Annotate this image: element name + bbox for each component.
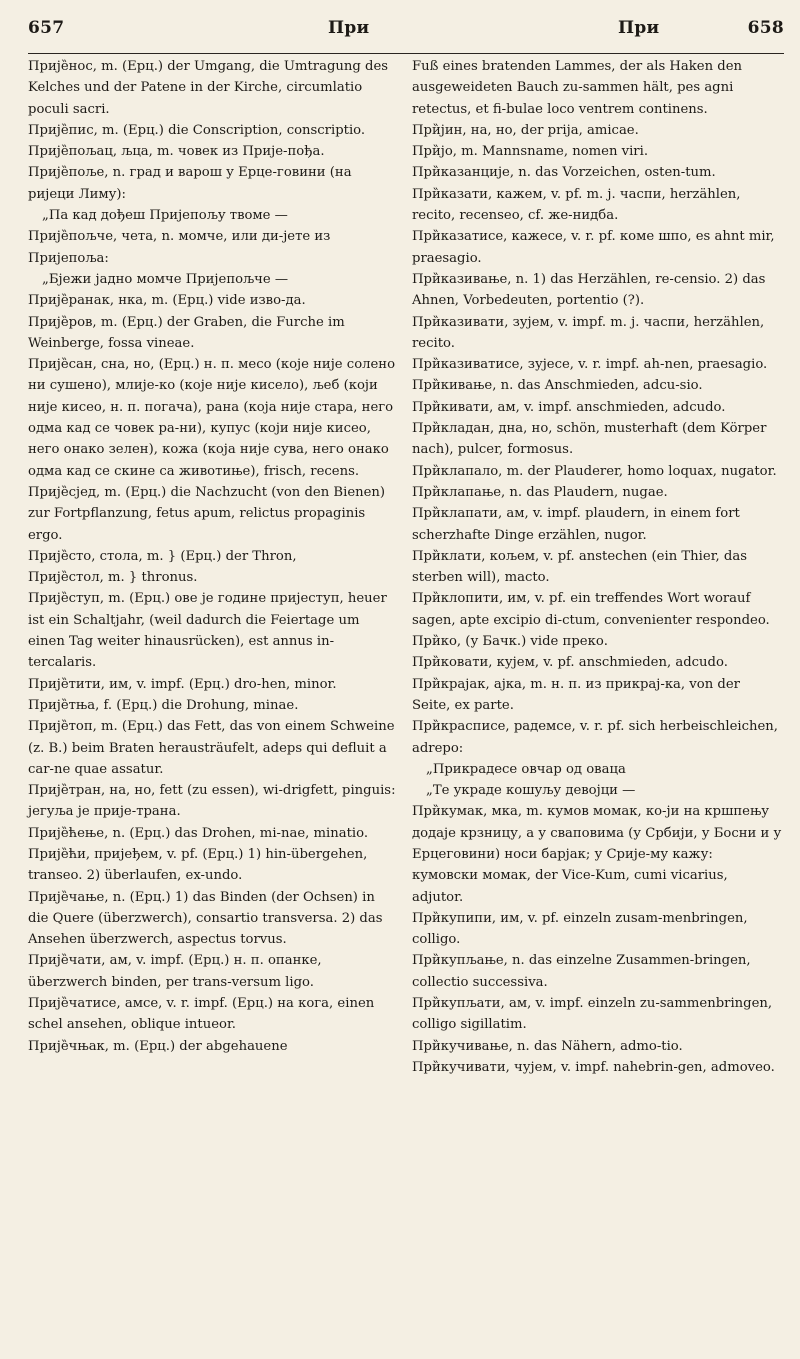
dictionary-entry: Прије̏сан, сна, но, (Ерц.) н. п. месо (које није солено ни сушено), млије-ко (које није кисело), љеб (који није кисео, н. п. погача), рана (која није стара, него одма кад се човек ра-ни), купус (који није кисео, него онако зелен), кожа (која није сува, него онако одма кад се скине са животиње), frisch, recens. bbox=[28, 357, 396, 479]
dictionary-entry: Прије̏чњак, m. (Ерц.) der abgehauene bbox=[28, 1038, 288, 1054]
dictionary-entry: Прије̏пољац, љца, m. човек из Прије-пођа. bbox=[28, 144, 325, 160]
dictionary-entry: При̏кучивати, чујем, v. impf. nahebrin-gen, admoveo. bbox=[412, 1059, 775, 1075]
dictionary-entry: При̏купипи, им, v. pf. einzeln zusam-menbringen, colligo. bbox=[412, 910, 748, 948]
dictionary-entry: Прије̏сто, стола, m. } (Ерц.) der Thron, bbox=[28, 548, 297, 564]
left-page-number: 657 bbox=[28, 18, 65, 38]
dictionary-entry: Прије̏ранак, нка, m. (Ерц.) vide изво-да. bbox=[28, 293, 306, 309]
dictionary-entry: При̏кучивање, n. das Nähern, admo-tio. bbox=[412, 1038, 683, 1054]
dictionary-entry: При̏казатисе, кажесе, v. r. pf. коме шпо, es ahnt mir, praesagio. bbox=[412, 229, 775, 266]
dictionary-entry: При̏купљање, n. das einzelne Zusammen-bringen, collectio successiva. bbox=[412, 953, 751, 990]
dictionary-entry: Прије̏ступ, m. (Ерц.) ове је године пријеступ, heuer ist ein Schaltjahr, (weil dadurch die Feiertage um einen Tag weiter hinausrücken), est annus in-tercalaris. bbox=[28, 591, 387, 671]
quote-line: „Бјежи јадно момче Пријепољче — bbox=[42, 271, 289, 287]
header-rule bbox=[28, 53, 784, 54]
quote-line: „Те украде кошуљу девојци — bbox=[426, 783, 636, 799]
dictionary-entry: Прије̏ров, m. (Ерц.) der Graben, die Furche im Weinberge, fossa vineae. bbox=[28, 314, 345, 351]
dictionary-entry: При̏казанције, n. das Vorzeichen, osten-tum. bbox=[412, 165, 716, 181]
dictionary-entry: При̏казивати, зујем, v. impf. m. j. часпи, herzählen, recito. bbox=[412, 314, 765, 351]
dictionary-entry: При̏ковати, кујем, v. pf. anschmieden, adcudo. bbox=[412, 655, 728, 671]
dictionary-entry: Прије̏нос, m. (Ерц.) der Umgang, die Umtragung des Kelches und der Patene in der Kirche, circumlatio poculi sacri. bbox=[28, 59, 389, 117]
dictionary-entry: При̏казати, кажем, v. pf. m. j. часпи, herzählen, recito, recenseo, cf. же-нидба. bbox=[412, 186, 741, 224]
dictionary-entry: При̏казиватисе, зујесе, v. r. impf. ah-nen, praesagio. bbox=[412, 357, 768, 373]
dictionary-entry: При̏клапање, n. das Plaudern, nugae. bbox=[412, 484, 668, 500]
dictionary-entry: При̏ко, (у Бачк.) vide преко. bbox=[412, 634, 608, 650]
dictionary-entry: Fuß eines bratenden Lammes, der als Haken den ausgeweideten Bauch zu-sammen hält, pes agni retectus, et fi-bulae loco ventrem continens. bbox=[412, 59, 743, 117]
dictionary-entry: Прије̏стол, m. } thronus. bbox=[28, 570, 198, 586]
right-running-head: При bbox=[618, 18, 660, 38]
columns bbox=[28, 56, 784, 1078]
dictionary-entry: Прије̏пољче, чета, n. момче, или ди-јете из Пријепоља: bbox=[28, 229, 331, 266]
dictionary-entry: При̏кладан, дна, но, schön, musterhaft (dem Körper nach), pulcer, formosus. bbox=[412, 421, 767, 458]
dictionary-entry: При̏јин, на, но, der prija, amicae. bbox=[412, 122, 639, 138]
right-page-number: 658 bbox=[747, 18, 784, 38]
dictionary-entry: При̏крајак, ајка, m. н. п. из прикрај-ка, von der Seite, ex parte. bbox=[412, 676, 740, 713]
dictionary-entry: При̏кивати, ам, v. impf. anschmieden, adcudo. bbox=[412, 399, 726, 415]
dictionary-entry: При̏красписе, радемсе, v. r. pf. sich herbeischleichen, adrepo: bbox=[412, 719, 778, 756]
dictionary-entry: Прије̏тња, f. (Ерц.) die Drohung, minae. bbox=[28, 697, 299, 713]
dictionary-entry: Прије̏ћење, n. (Ерц.) das Drohen, mi-nae, minatio. bbox=[28, 825, 369, 841]
dictionary-entry: При̏клапало, m. der Plauderer, homo loquax, nugator. bbox=[412, 463, 777, 479]
dictionary-entry: При̏кивање, n. das Anschmieden, adcu-sio. bbox=[412, 378, 703, 394]
dictionary-entry: При̏клопити, им, v. pf. ein treffendes Wort worauf sagen, apte excipio di-ctum, convenienter respondeo. bbox=[412, 591, 770, 628]
dictionary-entry: Прије̏чање, n. (Ерц.) 1) das Binden (der Ochsen) in die Quere (überzwerch), consartio transversa. 2) das Ansehen überzwerch, aspectus torvus. bbox=[28, 889, 383, 948]
dictionary-entry: При̏кумак, мка, m. кумов момак, ко-ји на кршпењу додаје крзницу, а у сваповима (у Србији, у Босни и у Ерцеговини) носи барјак; у Срије-му кажу: кумовски момак, der Vice-Kum, cumi vicarius, adjutor. bbox=[412, 804, 782, 905]
dictionary-entry: При̏клати, кољем, v. pf. anstechen (ein Thier, das sterben will), macto. bbox=[412, 548, 748, 586]
quote-line: „Па кад дођеш Пријепољу твоме — bbox=[42, 208, 288, 224]
dictionary-entry: При̏јо, m. Mannsname, nomen viri. bbox=[412, 144, 649, 160]
left-running-head: При bbox=[328, 18, 370, 38]
dictionary-entry: При̏купљати, ам, v. impf. einzeln zu-sammenbringen, colligo sigillatim. bbox=[412, 996, 773, 1033]
quote-line: „Прикрадесе овчар од оваца bbox=[426, 761, 626, 777]
dictionary-entry: Прије̏топ, m. (Ерц.) das Fett, das von einem Schweine (z. B.) beim Braten herausträufelt, adeps qui defluit a car-ne quae assatur. bbox=[28, 719, 395, 777]
dictionary-entry: Прије̏сјед, m. (Ерц.) die Nachzucht (von den Bienen) zur Fortpflanzung, fetus apum, relictus propaginis ergo. bbox=[28, 484, 386, 543]
right-column bbox=[412, 56, 782, 1078]
dictionary-entry: Прије̏пис, m. (Ерц.) die Conscription, conscriptio. bbox=[28, 122, 366, 138]
dictionary-entry: Прије̏тити, им, v. impf. (Ерц.) dro-hen, minor. bbox=[28, 676, 337, 692]
dictionary-entry: При̏клапати, ам, v. impf. plaudern, in einem fort scherzhafte Dinge erzählen, nugor. bbox=[412, 506, 740, 543]
dictionary-entry: Прије̏чатисе, амсе, v. r. impf. (Ерц.) на кога, einen schel ansehen, oblique intueor. bbox=[28, 996, 375, 1033]
dictionary-entry: Прије̏ћи, пријеђем, v. pf. (Ерц.) 1) hin-übergehen, transeo. 2) überlaufen, ex-undo. bbox=[28, 846, 368, 884]
page-header bbox=[28, 12, 784, 56]
dictionary-entry: Прије̏поље, n. град и варош у Ерце-говини (на ријеци Лиму): bbox=[28, 165, 352, 202]
left-column bbox=[28, 56, 398, 1078]
dictionary-entry: Прије̏чати, ам, v. impf. (Ерц.) н. п. опанке, überzwerch binden, per trans-versum ligo. bbox=[28, 953, 322, 990]
dictionary-entry: Прије̏тран, на, но, fett (zu essen), wi-drigfett, pinguis: јегуља је прије-трана. bbox=[28, 783, 396, 820]
dictionary-entry: При̏казивање, n. 1) das Herzählen, re-censio. 2) das Ahnen, Vorbedeuten, portentio (?). bbox=[412, 271, 766, 309]
